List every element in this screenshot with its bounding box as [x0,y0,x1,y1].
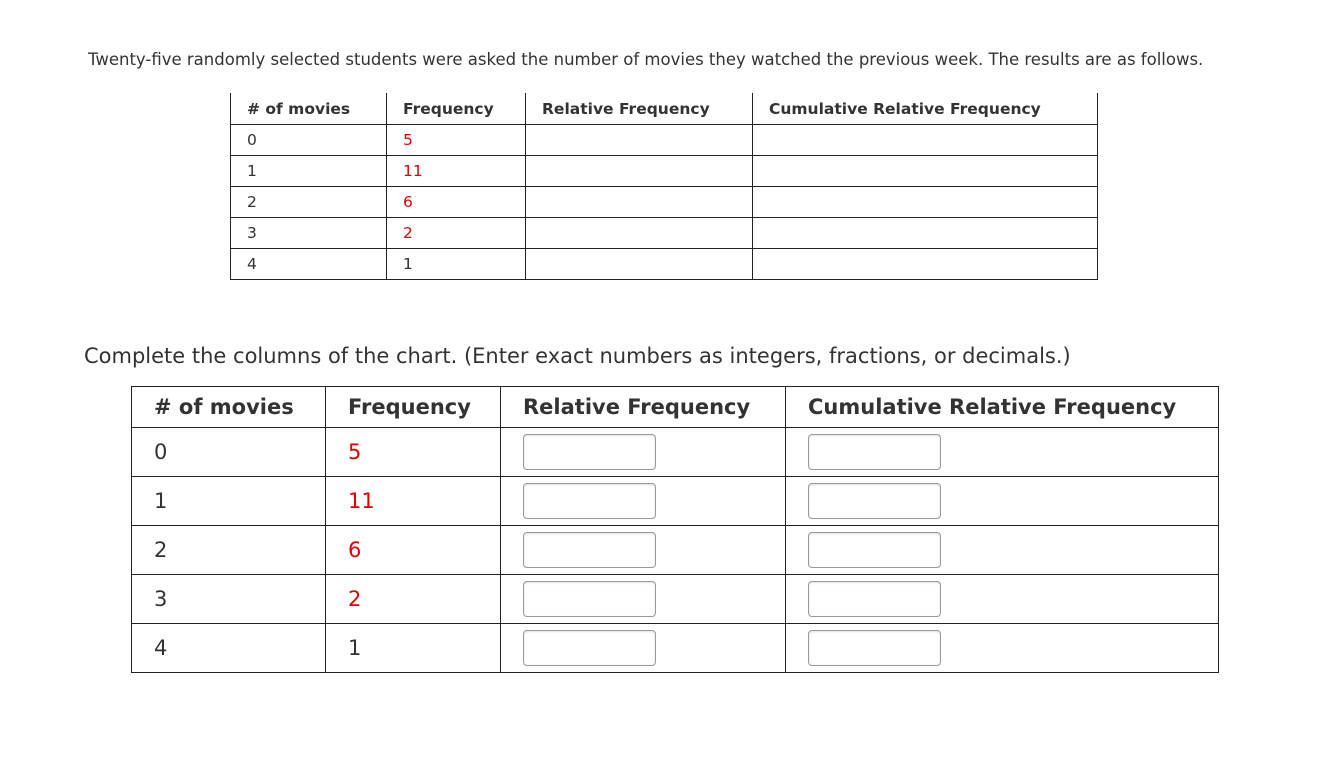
movies-cell: 0 [132,428,326,477]
frequency-cell: 6 [326,526,501,575]
movies-cell: 3 [132,575,326,624]
header-relative-frequency: Relative Frequency [501,387,786,428]
relative-frequency-input[interactable] [523,630,656,666]
cumulative-relative-frequency-input[interactable] [808,434,941,470]
relative-frequency-input[interactable] [523,483,656,519]
cumulative-relative-frequency-cell [786,624,1219,673]
table-row [132,575,1219,624]
frequency-cell: 11 [387,156,526,187]
problem-statement: Twenty-five randomly selected students were asked the number of movies they watched the previous week. The results are as follows. [88,50,1204,69]
table-row [231,125,1098,156]
relative-frequency-input[interactable] [523,581,656,617]
answer-table [131,386,1219,673]
frequency-cell: 2 [387,218,526,249]
cumulative-relative-frequency-input[interactable] [808,581,941,617]
cumulative-relative-frequency-cell [753,249,1098,280]
instructions: Complete the columns of the chart. (Enter exact numbers as integers, fractions, or decimals.) [84,344,1071,368]
movies-cell: 2 [132,526,326,575]
relative-frequency-cell [526,187,753,218]
cumulative-relative-frequency-cell [753,156,1098,187]
movies-cell: 1 [132,477,326,526]
cumulative-relative-frequency-cell [753,187,1098,218]
cumulative-relative-frequency-input[interactable] [808,532,941,568]
header-cumulative-relative-frequency: Cumulative Relative Frequency [786,387,1219,428]
header-relative-frequency: Relative Frequency [526,93,753,125]
table-row [132,477,1219,526]
cumulative-relative-frequency-input[interactable] [808,483,941,519]
table-row [132,428,1219,477]
header-cumulative-relative-frequency: Cumulative Relative Frequency [753,93,1098,125]
relative-frequency-cell [501,575,786,624]
header-movies: # of movies [132,387,326,428]
relative-frequency-cell [526,125,753,156]
table-row [231,187,1098,218]
relative-frequency-cell [526,218,753,249]
header-frequency: Frequency [387,93,526,125]
table-header-row [132,387,1219,428]
movies-cell: 4 [231,249,387,280]
cumulative-relative-frequency-cell [786,477,1219,526]
cumulative-relative-frequency-cell [753,218,1098,249]
relative-frequency-input[interactable] [523,434,656,470]
table-row [132,624,1219,673]
cumulative-relative-frequency-cell [786,428,1219,477]
relative-frequency-cell [526,249,753,280]
table-row [231,218,1098,249]
cumulative-relative-frequency-cell [786,575,1219,624]
frequency-cell: 5 [326,428,501,477]
relative-frequency-cell [501,477,786,526]
frequency-cell: 5 [387,125,526,156]
relative-frequency-cell [526,156,753,187]
relative-frequency-cell [501,428,786,477]
table-row [231,249,1098,280]
table-header-row [231,93,1098,125]
movies-cell: 2 [231,187,387,218]
frequency-cell: 6 [387,187,526,218]
movies-cell: 3 [231,218,387,249]
relative-frequency-input[interactable] [523,532,656,568]
table-row [231,156,1098,187]
movies-cell: 1 [231,156,387,187]
relative-frequency-cell [501,624,786,673]
table-row [132,526,1219,575]
cumulative-relative-frequency-input[interactable] [808,630,941,666]
header-movies: # of movies [231,93,387,125]
header-frequency: Frequency [326,387,501,428]
cumulative-relative-frequency-cell [786,526,1219,575]
frequency-cell: 1 [326,624,501,673]
frequency-cell: 2 [326,575,501,624]
frequency-cell: 1 [387,249,526,280]
frequency-cell: 11 [326,477,501,526]
movies-cell: 4 [132,624,326,673]
cumulative-relative-frequency-cell [753,125,1098,156]
movies-cell: 0 [231,125,387,156]
relative-frequency-cell [501,526,786,575]
given-data-table [230,93,1098,280]
